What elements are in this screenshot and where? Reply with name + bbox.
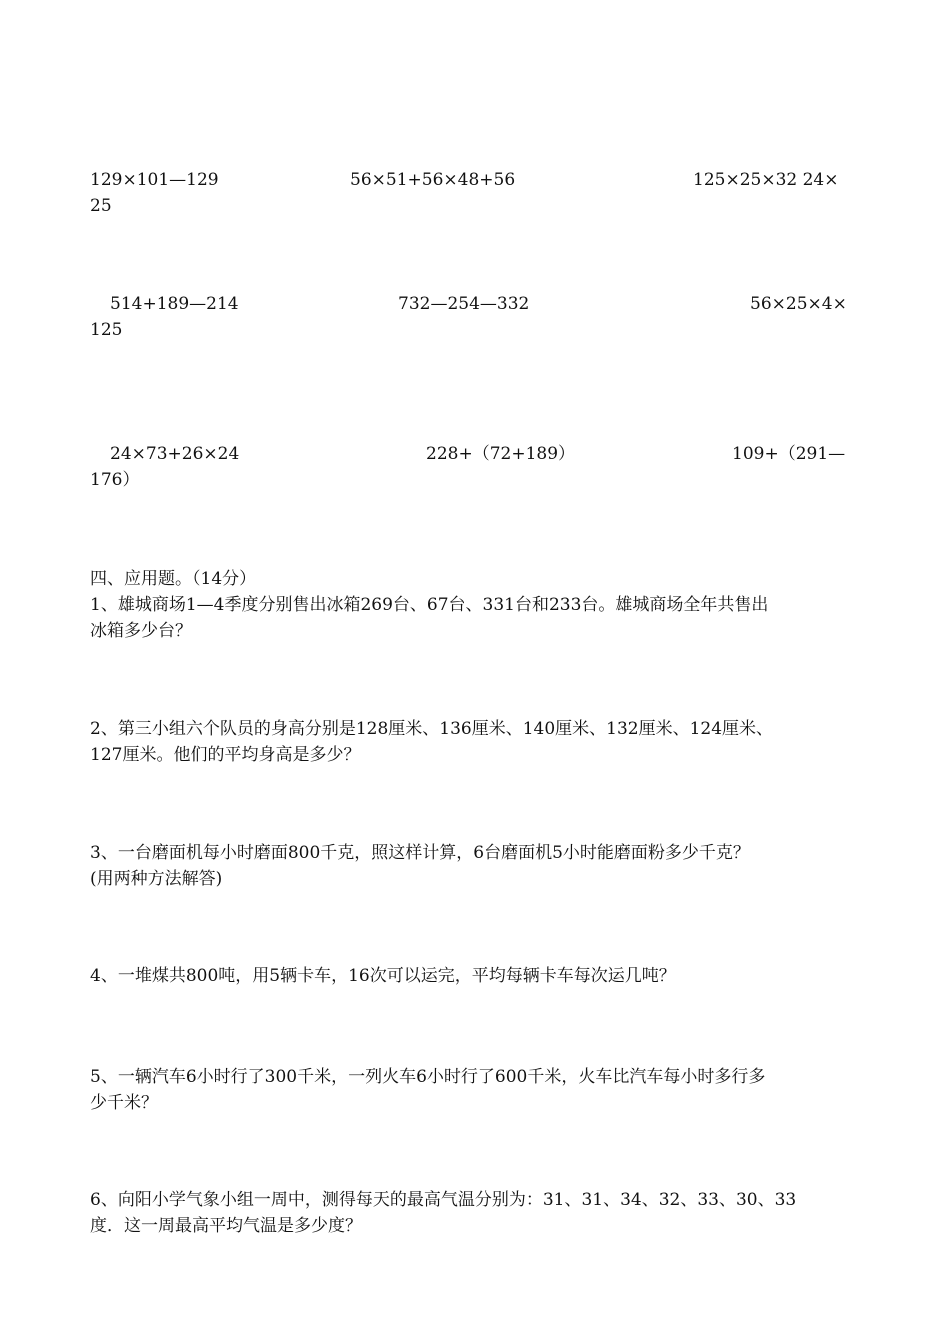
problem-4-line1: 4、一堆煤共800吨，用5辆卡车，16次可以运完，平均每辆卡车每次运几吨？: [90, 966, 676, 986]
section-title: 四、应用题。（14分）: [90, 569, 257, 589]
calc-row3-c-wrap: 176）: [90, 470, 140, 490]
problem-5-line1: 5、一辆汽车6小时行了300千米，一列火车6小时行了600千米，火车比汽车每小时多行多: [90, 1067, 766, 1087]
problem-3-line2: (用两种方法解答): [90, 869, 223, 889]
calc-row2-b: 732—254—332: [398, 294, 530, 314]
calc-row3-b: 228+（72+189）: [426, 444, 576, 464]
calc-row1-c-wrap: 25: [90, 196, 112, 216]
problem-5-line2: 少千米？: [90, 1093, 158, 1113]
problem-1-line2: 冰箱多少台？: [90, 621, 192, 641]
calc-row3-c: 109+（291—: [732, 444, 846, 464]
calc-row2-c-wrap: 125: [90, 320, 123, 340]
calc-row3-a: 24×73+26×24: [110, 444, 240, 464]
problem-2-line1: 2、第三小组六个队员的身高分别是128厘米、136厘米、140厘米、132厘米、124厘米、: [90, 719, 774, 739]
problem-1-line1: 1、雄城商场1—4季度分别售出冰箱269台、67台、331台和233台。雄城商场全年共售出: [90, 595, 769, 615]
calc-row1-c: 125×25×32 24×: [693, 170, 839, 190]
problem-3-line1: 3、一台磨面机每小时磨面800千克，照这样计算，6台磨面机5小时能磨面粉多少千克？: [90, 843, 750, 863]
problem-6-line1: 6、向阳小学气象小组一周中，测得每天的最高气温分别为：31、31、34、32、33、30、33: [90, 1190, 797, 1210]
problem-2-line2: 127厘米。他们的平均身高是多少？: [90, 745, 361, 765]
problem-6-line2: 度．这一周最高平均气温是多少度？: [90, 1216, 362, 1236]
calc-row1-a: 129×101—129: [90, 170, 219, 190]
calc-row2-a: 514+189—214: [110, 294, 239, 314]
calc-row2-c: 56×25×4×: [750, 294, 847, 314]
calc-row1-b: 56×51+56×48+56: [350, 170, 516, 190]
